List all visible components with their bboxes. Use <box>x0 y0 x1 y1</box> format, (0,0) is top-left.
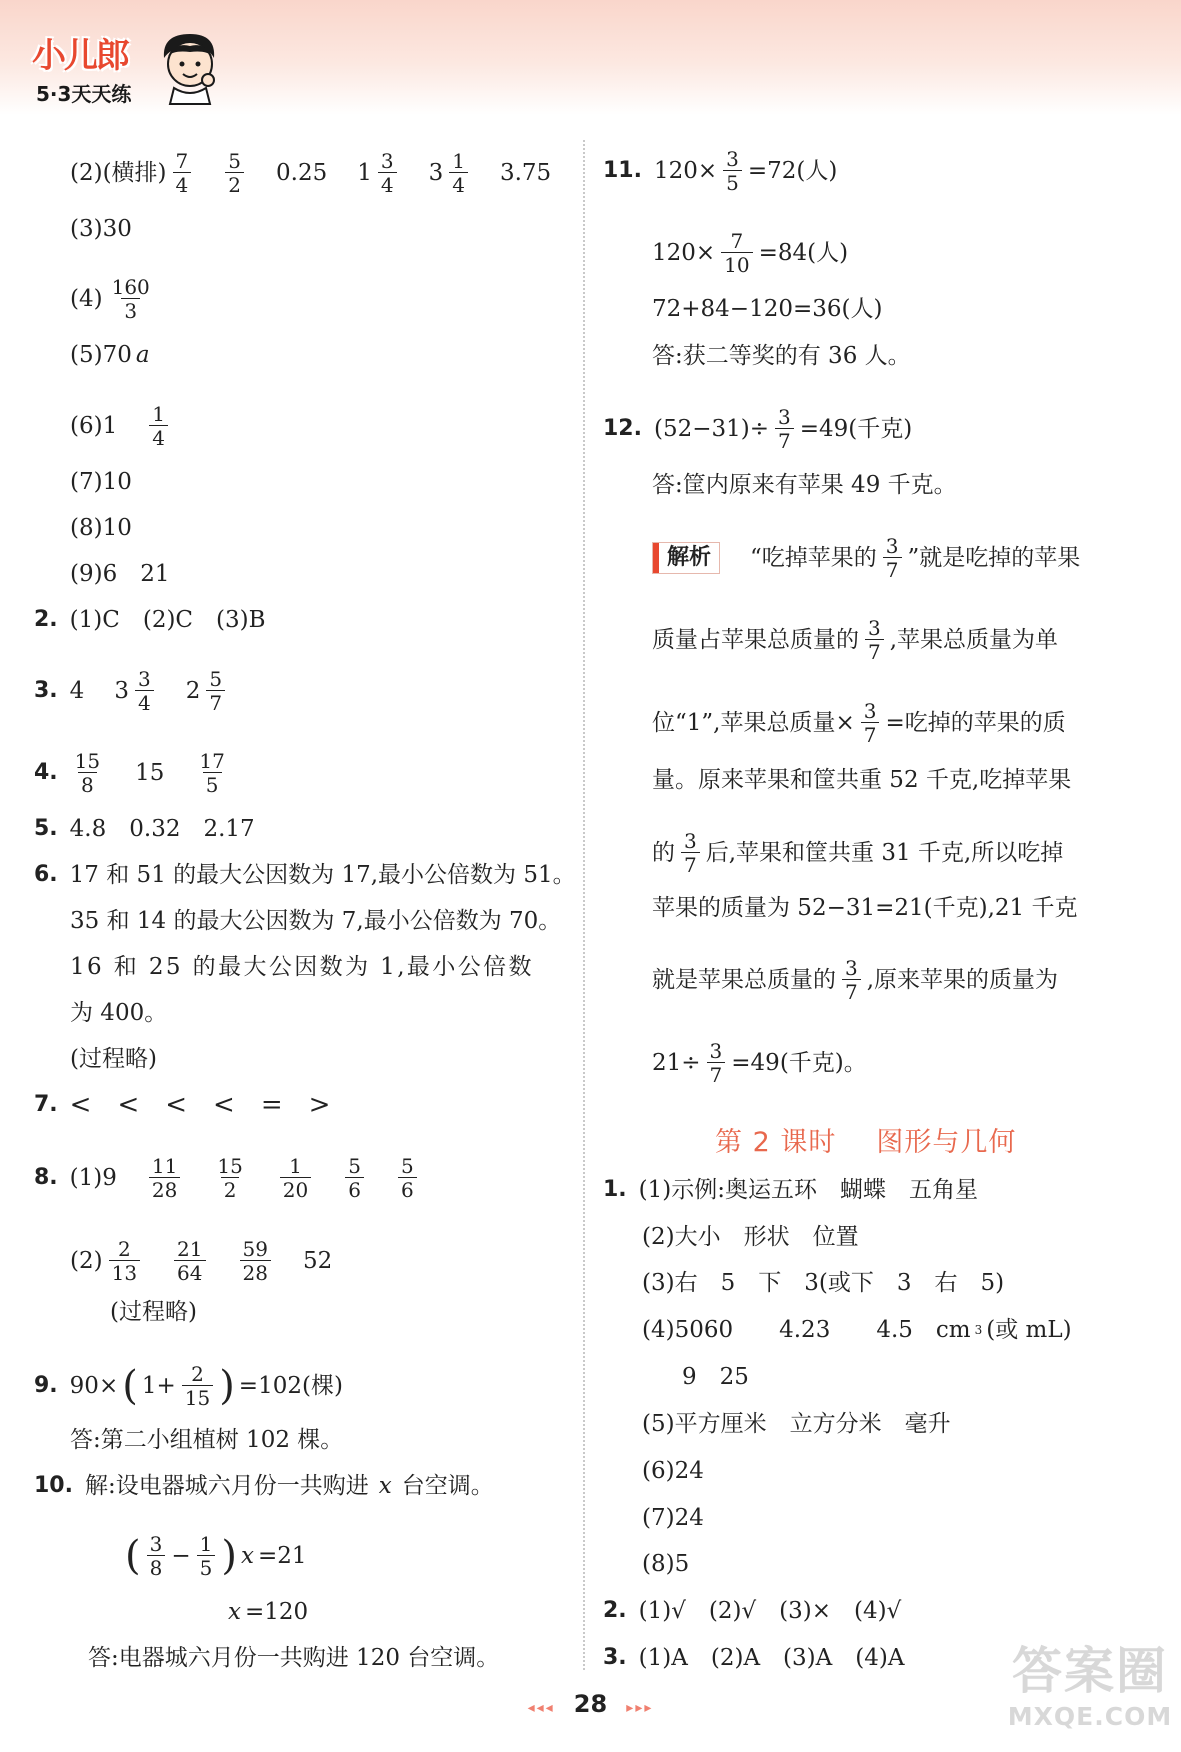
q11-answer: 答:获二等奖的有 36 人。 <box>652 343 911 369</box>
fraction: $\frac{3}{7}$ <box>775 406 794 452</box>
fraction: $\frac{59}{28}$ <box>240 1238 271 1284</box>
q1-part6: (6)1 $\frac{1}{4}$ <box>70 403 170 449</box>
q1-part8: (8)10 <box>70 515 132 541</box>
fraction: $\frac{5}{6}$ <box>398 1155 417 1201</box>
geo-q1-part4: (4)5060 4.23 4.5 cm 3 (或 mL) <box>642 1317 1072 1343</box>
q11-line3: 72+84−120=36(人) <box>652 296 883 322</box>
prev-arrows-icon: ◂◂◂ <box>527 1700 555 1716</box>
analysis-tag: 解析 <box>652 542 720 574</box>
q9-answer: 答:第二小组植树 102 棵。 <box>70 1427 344 1453</box>
q10-equation: ( $\frac{3}{8}$ − $\frac{1}{5}$ ) x =21 <box>125 1532 307 1580</box>
fraction: $\frac{3}{4}$ <box>378 150 397 196</box>
watermark: 答案圈 MXQE.COM <box>1007 1642 1173 1731</box>
geo-q1-part4-cont: 9 25 <box>682 1364 749 1390</box>
geo-q1-part6: (6)24 <box>642 1458 704 1484</box>
q12-explanation-line7: 就是苹果总质量的 $\frac{3}{7}$ ,原来苹果的质量为 <box>652 956 1059 1004</box>
geo-q3-answer: 3. (1)A (2)A (3)A (4)A <box>603 1645 905 1671</box>
geo-q1-part3: (3)右 5 下 3(或下 3 右 5) <box>642 1270 1005 1296</box>
geo-q1-part1: 1. (1)示例:奥运五环 蝴蝶 五角星 <box>603 1177 979 1203</box>
q12-explanation-line6: 苹果的质量为 52−31=21(千克),21 千克 <box>652 895 1078 921</box>
fraction: $\frac{1}{5}$ <box>197 1533 216 1579</box>
q8-note: (过程略) <box>110 1299 197 1325</box>
q10-setup: 10. 解:设电器城六月份一共购进 x 台空调。 <box>34 1473 494 1499</box>
fraction: $\frac{3}{8}$ <box>147 1533 166 1579</box>
fraction: $\frac{17}{5}$ <box>199 749 225 797</box>
fraction: $\frac{3}{7}$ <box>865 617 884 663</box>
q8-part2: (2) $\frac{2}{13}$ $\frac{21}{64}$ $\frac{59}{28}$ 52 <box>70 1237 333 1285</box>
fraction: $\frac{3}{7}$ <box>883 535 902 581</box>
q12-explanation-line2: 质量占苹果总质量的 $\frac{3}{7}$ ,苹果总质量为单 <box>652 616 1059 664</box>
section-title: 第 2 课时 图形与几何 <box>715 1127 1017 1158</box>
fraction: $\frac{21}{64}$ <box>174 1238 205 1284</box>
fraction: $\frac{3}{7}$ <box>842 957 861 1003</box>
q7-answer: 7. < < < < = > <box>34 1090 331 1120</box>
q8-part1: 8. (1)9 $\frac{11}{28}$ $\frac{15}{2}$ $\frac{1}{20}$ $\frac{5}{6}$ $\frac{5}{6}$ <box>34 1155 419 1201</box>
q6-line1: 6. 17 和 51 的最大公因数为 17,最小公倍数为 51。 <box>34 862 576 888</box>
q1-part7: (7)10 <box>70 469 132 495</box>
geo-q1-part7: (7)24 <box>642 1505 704 1531</box>
fraction: $\frac{5}{7}$ <box>206 668 225 714</box>
q5-answer: 5. 4.8 0.32 2.17 <box>34 816 255 842</box>
q1-part5: (5)70 a <box>70 342 150 368</box>
geo-q2-answer: 2. (1)√ (2)√ (3)× (4)√ <box>603 1598 902 1624</box>
q11-line2: 120× $\frac{7}{10}$ =84(人) <box>652 229 849 277</box>
q9-equation: 9. 90× ( 1+ $\frac{2}{15}$ ) =102(棵) <box>34 1362 343 1410</box>
next-arrows-icon: ▸▸▸ <box>626 1700 654 1716</box>
q6-line3: 16 和 25 的最大公因数为 1,最小公倍数 <box>70 954 534 980</box>
q12-explanation-line8: 21÷ $\frac{3}{7}$ =49(千克)。 <box>652 1039 867 1087</box>
q1-part3: (3)30 <box>70 216 132 242</box>
fraction: $\frac{2}{15}$ <box>182 1363 213 1409</box>
q12-explanation-line1: 解析 “吃掉苹果的 $\frac{3}{7}$ ”就是吃掉的苹果 <box>652 535 1080 581</box>
q1-part9: (9)6 21 <box>70 561 170 587</box>
q12-explanation-line4: 量。原来苹果和筐共重 52 千克,吃掉苹果 <box>652 767 1072 793</box>
logo-title: 小儿郎 <box>32 36 128 76</box>
fraction: $\frac{1}{4}$ <box>449 150 468 196</box>
q4-answer: 4. $\frac{15}{8}$ 15 $\frac{17}{5}$ <box>34 750 230 796</box>
fraction: $\frac{15}{8}$ <box>74 749 101 797</box>
q12-answer: 答:筐内原来有苹果 49 千克。 <box>652 472 957 498</box>
q3-answer: 3. 4 3 $\frac{3}{4}$ 2 $\frac{5}{7}$ <box>34 668 227 714</box>
q6-line2: 35 和 14 的最大公因数为 7,最小公倍数为 70。 <box>70 908 562 934</box>
fraction: $\frac{1}{4}$ <box>149 403 168 449</box>
fraction: $\frac{7}{4}$ <box>173 150 192 196</box>
fraction: $\frac{5}{2}$ <box>225 150 244 196</box>
q2-answer: 2. (1)C (2)C (3)B <box>34 607 266 633</box>
q10-solution: x =120 <box>228 1599 309 1625</box>
fraction: $\frac{15}{2}$ <box>217 1154 243 1202</box>
fraction: $\frac{7}{10}$ <box>721 230 752 276</box>
fraction: $\frac{3}{7}$ <box>707 1040 726 1086</box>
column-divider <box>583 140 585 1670</box>
fraction: $\frac{11}{28}$ <box>149 1155 180 1201</box>
fraction: $\frac{5}{6}$ <box>345 1155 364 1201</box>
q6-line4: 为 400。 <box>70 1000 168 1026</box>
brand-logo <box>30 28 210 108</box>
q6-note: (过程略) <box>70 1046 157 1072</box>
fraction: $\frac{2}{13}$ <box>109 1238 140 1284</box>
fraction: $\frac{3}{7}$ <box>681 830 700 876</box>
fraction: $\frac{3}{5}$ <box>723 148 742 194</box>
q1-part2: (2)(横排) $\frac{7}{4}$ $\frac{5}{2}$ 0.25 1 $\frac{3}{4}$ 3 $\frac{1}{4}$ 3.75 <box>70 149 552 197</box>
q12-equation: 12. (52−31)÷ $\frac{3}{7}$ =49(千克) <box>603 405 913 453</box>
geo-q1-part8: (8)5 <box>642 1551 690 1577</box>
q11-line1: 11. 120× $\frac{3}{5}$ =72(人) <box>603 147 838 195</box>
fraction: $\frac{1}{20}$ <box>280 1155 311 1201</box>
fraction: $\frac{3}{4}$ <box>135 668 154 714</box>
fraction: $\frac{160}{3}$ <box>111 275 150 323</box>
logo-subtitle: 5·3天天练 <box>36 82 132 106</box>
fraction: $\frac{3}{7}$ <box>861 700 880 746</box>
q10-answer: 答:电器城六月份一共购进 120 台空调。 <box>88 1645 500 1671</box>
geo-q1-part2: (2)大小 形状 位置 <box>642 1224 859 1250</box>
q12-explanation-line5: 的 $\frac{3}{7}$ 后,苹果和筐共重 31 千克,所以吃掉 <box>652 829 1064 877</box>
geo-q1-part5: (5)平方厘米 立方分米 毫升 <box>642 1411 951 1437</box>
mascot-boy-icon <box>150 28 230 106</box>
q1-part4: (4) $\frac{160}{3}$ <box>70 276 155 322</box>
page-number: 28 <box>573 1690 608 1718</box>
q12-explanation-line3: 位“1”,苹果总质量× $\frac{3}{7}$ =吃掉的苹果的质 <box>652 699 1066 747</box>
